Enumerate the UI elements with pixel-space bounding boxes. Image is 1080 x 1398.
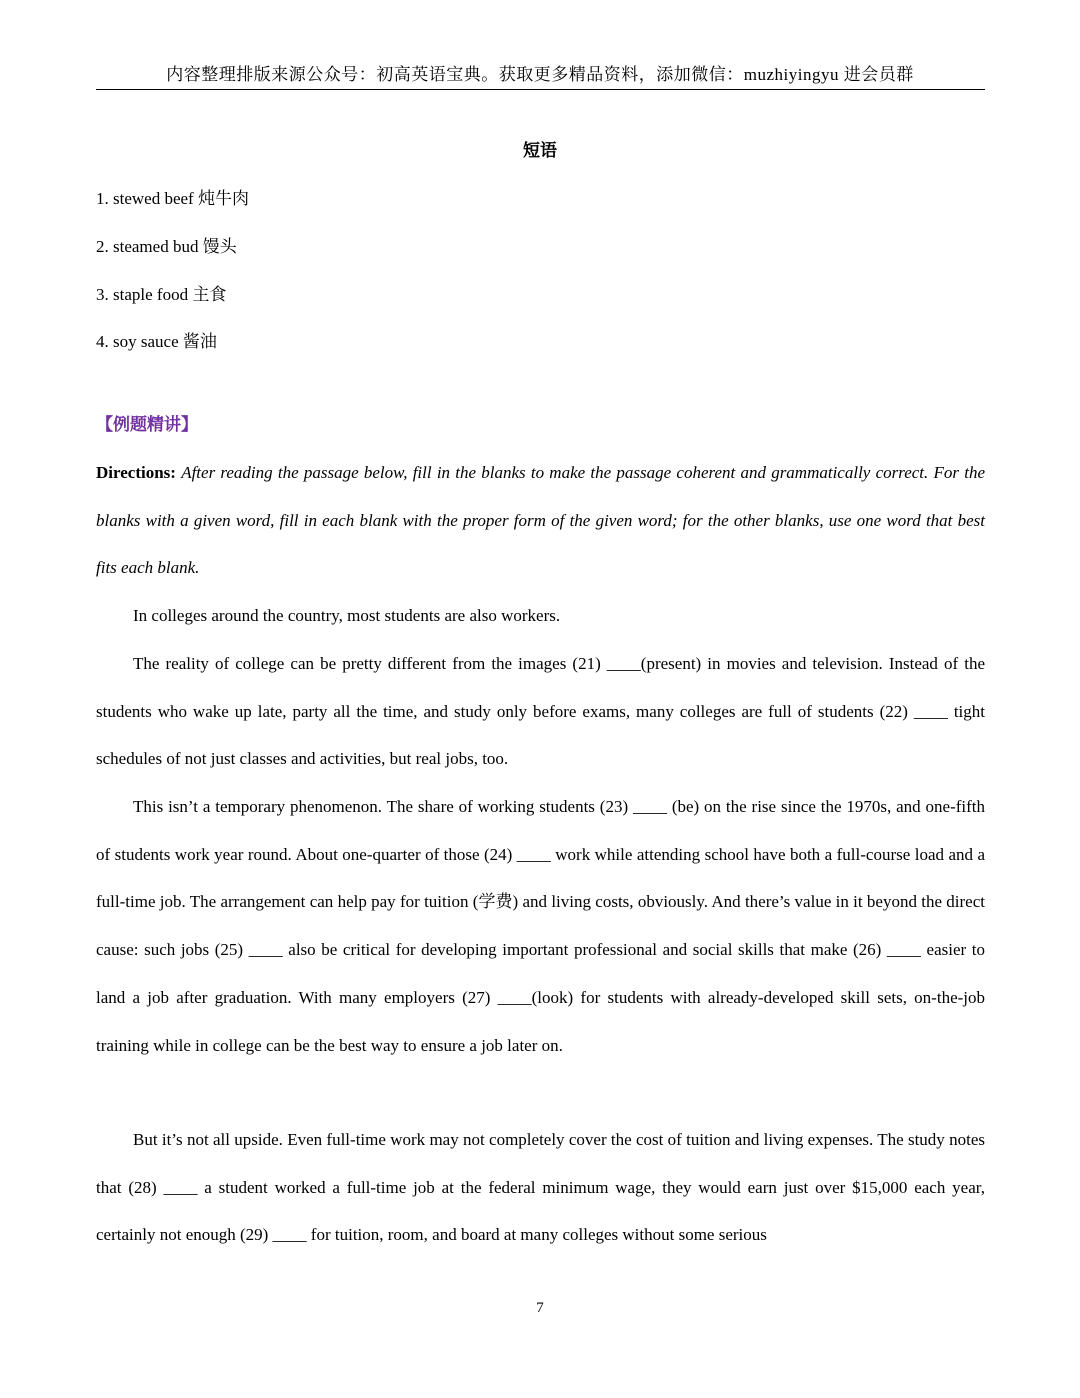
directions-label: Directions:	[96, 463, 176, 482]
directions-text: After reading the passage below, fill in the blanks to make the passage coherent and grammatically correct. For the blanks with a given word, fill in each blank with the proper form of the given word; for the other blanks, use one word that best fits each blank.	[96, 463, 985, 578]
phrase-item: 2. steamed bud 馒头	[96, 237, 237, 256]
passage-paragraph: In colleges around the country, most students are also workers.	[133, 606, 561, 625]
phrase-item: 4. soy sauce 酱油	[96, 332, 217, 351]
page-header-banner: 内容整理排版来源公众号：初高英语宝典。获取更多精品资料，添加微信：muzhiyingyu 进会员群	[166, 65, 914, 84]
phrase-item: 1. stewed beef 炖牛肉	[96, 189, 249, 208]
directions	[96, 449, 985, 592]
passage-paragraph: But it’s not all upside. Even full-time work may not completely cover the cost of tuition and living expenses. The study notes that (28) ____ a student worked a full-time job at the federal minimum wage, they would earn just over $15,000 each year, certainly not enough (29) ____ for tuition, room, and board at many colleges without some serious	[96, 1130, 985, 1245]
passage-paragraph: The reality of college can be pretty different from the images (21) ____(present) in movies and television. Instead of the students who wake up late, party all the time, and study only before exams, many colleges are full of students (22) ____ tight schedules of not just classes and activities, but real jobs, too.	[96, 654, 985, 769]
example-heading: 【例题精讲】	[96, 415, 198, 434]
section-title: 短语	[523, 141, 557, 160]
phrase-item: 3. staple food 主食	[96, 285, 227, 304]
header-divider	[96, 89, 985, 90]
page-number: 7	[536, 1300, 544, 1316]
passage-paragraph: This isn’t a temporary phenomenon. The share of working students (23) ____ (be) on the rise since the 1970s, and one-fifth of students work year round. About one-quarter of those (24) ____ work while attending school have both a full-course load and a full-time job. The arrangement can help pay for tuition (学费) and living costs, obviously. And there’s value in it beyond the direct cause: such jobs (25) ____ also be critical for developing important professional and social skills that make (26) ____ easier to land a job after graduation. With many employers (27) ____(look) for students with already-developed skill sets, on-the-job training while in college can be the best way to ensure a job later on.	[96, 797, 985, 1055]
